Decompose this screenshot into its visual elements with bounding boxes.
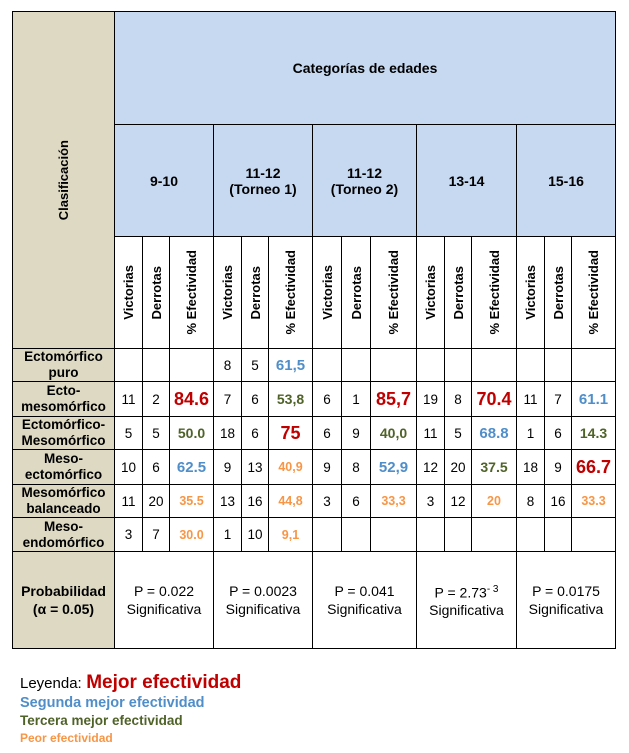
efectividad-cell: 44,8	[269, 485, 313, 518]
age-group-line2: (Torneo 1)	[229, 180, 297, 197]
derrotas-cell: 20	[445, 450, 472, 485]
probability-cell	[417, 552, 517, 649]
derrotas-cell: 2	[143, 382, 170, 417]
row-label-line: balanceado	[26, 501, 101, 516]
row-label	[13, 518, 115, 552]
significance-label: Significativa	[126, 601, 202, 617]
efectividad-cell: 52,9	[371, 450, 417, 485]
derrotas-cell	[545, 349, 572, 382]
age-group-line1: 9-10	[149, 172, 179, 189]
efectividad-cell: 20	[472, 485, 517, 518]
sub-header-cell	[472, 237, 517, 349]
age-group-line1: 13-14	[448, 172, 485, 189]
derrotas-cell: 6	[242, 417, 269, 450]
probability-cell	[313, 552, 417, 649]
victorias-cell	[313, 518, 342, 552]
sub-header-cell	[517, 237, 545, 349]
sub-header-cell	[115, 237, 143, 349]
row-label	[13, 349, 115, 382]
derrotas-cell	[342, 349, 371, 382]
victorias-cell: 11	[115, 382, 143, 417]
p-value: P = 0.0175	[532, 583, 600, 599]
table-row	[13, 450, 616, 485]
efectividad-cell: 85,7	[371, 382, 417, 417]
victorias-cell: 12	[417, 450, 445, 485]
derrotas-cell: 6	[545, 417, 572, 450]
derrotas-cell	[342, 518, 371, 552]
row-label-line: Meso-	[43, 518, 83, 534]
sub-header-label: Derrotas	[550, 265, 566, 320]
efectividad-cell: 84.6	[170, 382, 214, 417]
derrotas-cell	[143, 349, 170, 382]
row-label-line: Ectomórfico-	[21, 417, 106, 432]
derrotas-cell: 20	[143, 485, 170, 518]
efectividad-cell: 9,1	[269, 518, 313, 552]
derrotas-cell: 6	[143, 450, 170, 485]
efectividad-cell	[572, 518, 616, 552]
legend-best: Mejor efectividad	[86, 672, 242, 693]
p-value: P = 2.73	[434, 584, 487, 601]
sub-header-cell	[572, 237, 616, 349]
victorias-cell: 6	[313, 382, 342, 417]
p-value-line	[214, 582, 312, 600]
sub-header-label: % Efectividad	[386, 250, 401, 335]
sub-header-cell	[242, 237, 269, 349]
derrotas-cell: 9	[545, 450, 572, 485]
age-group-line1: 11-12	[346, 164, 383, 181]
probability-label	[13, 552, 115, 649]
probability-cell	[115, 552, 214, 649]
efectividad-cell: 62.5	[170, 450, 214, 485]
sub-header-label: Victorias	[121, 265, 136, 320]
efectividad-cell: 33.3	[572, 485, 616, 518]
row-label-line: endomórfico	[22, 534, 105, 550]
probability-label-line1: Probabilidad	[21, 583, 106, 599]
age-group-line2: (Torneo 2)	[330, 180, 399, 197]
row-label-line: Meso-	[43, 451, 83, 466]
sub-header-label: % Efectividad	[586, 250, 601, 335]
table-row	[13, 382, 616, 417]
age-group-line1: 11-12	[245, 164, 281, 181]
efectividad-cell: 61,5	[269, 349, 313, 382]
victorias-cell: 3	[115, 518, 143, 552]
efectividad-cell: 40,9	[269, 450, 313, 485]
victorias-cell: 5	[115, 417, 143, 450]
victorias-cell: 6	[313, 417, 342, 450]
sub-header-cell	[342, 237, 371, 349]
legend-worst: Peor efectividad	[20, 731, 113, 745]
row-label-line: Ecto-	[46, 383, 81, 398]
victorias-cell: 7	[214, 382, 242, 417]
derrotas-cell	[545, 518, 572, 552]
derrotas-cell: 8	[445, 382, 472, 417]
derrotas-cell: 13	[242, 450, 269, 485]
legend-prefix: Leyenda:	[20, 675, 82, 692]
victorias-cell: 11	[417, 417, 445, 450]
efectividad-cell: 33,3	[371, 485, 417, 518]
victorias-cell: 9	[313, 450, 342, 485]
sub-header-cell	[313, 237, 342, 349]
sub-header-label: % Efectividad	[184, 250, 199, 335]
effectiveness-table	[12, 11, 616, 649]
efectividad-cell	[170, 349, 214, 382]
row-label-line: puro	[48, 365, 79, 380]
sub-header-label: % Efectividad	[283, 250, 298, 335]
efectividad-cell	[371, 349, 417, 382]
victorias-cell	[417, 349, 445, 382]
p-value-line	[313, 582, 416, 600]
derrotas-cell: 1	[342, 382, 371, 417]
derrotas-cell: 6	[242, 382, 269, 417]
sub-header-label: % Efectividad	[486, 250, 502, 335]
victorias-cell	[313, 349, 342, 382]
row-label	[13, 485, 115, 518]
victorias-cell	[115, 349, 143, 382]
derrotas-cell	[445, 518, 472, 552]
significance-label: Significativa	[429, 602, 504, 619]
sub-header-label: Derrotas	[348, 265, 364, 320]
age-group-line1: 15-16	[548, 172, 584, 189]
table-row	[13, 485, 616, 518]
age-group-header	[115, 125, 214, 237]
victorias-cell	[417, 518, 445, 552]
legend-second: Segunda mejor efectividad	[20, 695, 205, 711]
victorias-cell: 18	[214, 417, 242, 450]
victorias-cell: 3	[313, 485, 342, 518]
derrotas-cell: 5	[143, 417, 170, 450]
efectividad-cell: 14.3	[572, 417, 616, 450]
victorias-cell: 18	[517, 450, 545, 485]
efectividad-cell: 40,0	[371, 417, 417, 450]
derrotas-cell: 5	[242, 349, 269, 382]
p-value-line	[517, 582, 615, 600]
victorias-cell: 1	[214, 518, 242, 552]
age-group-header	[214, 125, 313, 237]
derrotas-cell: 6	[342, 485, 371, 518]
sub-header-cell	[417, 237, 445, 349]
age-categories-header: Categorías de edades	[115, 12, 616, 125]
probability-row	[13, 552, 616, 649]
derrotas-cell	[445, 349, 472, 382]
derrotas-cell: 12	[445, 485, 472, 518]
row-label-line: mesomórfico	[21, 399, 106, 414]
derrotas-cell: 16	[545, 485, 572, 518]
derrotas-cell: 10	[242, 518, 269, 552]
row-label	[13, 382, 115, 417]
sub-header-label: Derrotas	[450, 265, 466, 320]
p-value: P = 0.041	[334, 583, 395, 599]
sub-header-cell	[269, 237, 313, 349]
victorias-cell: 8	[214, 349, 242, 382]
age-group-header	[517, 125, 616, 237]
victorias-cell	[517, 349, 545, 382]
significance-label: Significativa	[327, 601, 402, 617]
derrotas-cell: 8	[342, 450, 371, 485]
efectividad-cell: 50.0	[170, 417, 214, 450]
victorias-cell	[517, 518, 545, 552]
legend-line-best	[20, 672, 241, 694]
table-row	[13, 518, 616, 552]
efectividad-cell: 35.5	[170, 485, 214, 518]
age-group-header	[313, 125, 417, 237]
table-row	[13, 349, 616, 382]
row-label-line: Ectomórfico	[24, 349, 103, 364]
sub-header-label: Derrotas	[148, 265, 164, 320]
sub-header-cell	[371, 237, 417, 349]
efectividad-cell	[472, 518, 517, 552]
derrotas-cell: 7	[143, 518, 170, 552]
p-value-exponent: - 3	[486, 583, 499, 595]
victorias-cell: 13	[214, 485, 242, 518]
sub-header-cell	[445, 237, 472, 349]
efectividad-cell: 53,8	[269, 382, 313, 417]
efectividad-cell: 75	[269, 417, 313, 450]
age-group-header	[417, 125, 517, 237]
efectividad-cell: 70.4	[472, 382, 517, 417]
derrotas-cell: 5	[445, 417, 472, 450]
efectividad-cell	[371, 518, 417, 552]
p-value: P = 0.022	[133, 583, 195, 599]
sub-header-cell	[143, 237, 170, 349]
sub-header-label: Victorias	[220, 265, 235, 320]
sub-header-label: Derrotas	[247, 265, 263, 320]
victorias-cell: 9	[214, 450, 242, 485]
victorias-cell: 10	[115, 450, 143, 485]
row-label-line: Mesomórfico	[21, 485, 106, 500]
victorias-cell: 11	[517, 382, 545, 417]
sub-header-cell	[170, 237, 214, 349]
efectividad-cell: 61.1	[572, 382, 616, 417]
sub-header-label: Victorias	[423, 265, 438, 320]
victorias-cell: 8	[517, 485, 545, 518]
row-label	[13, 450, 115, 485]
probability-label-line2: (α = 0.05)	[32, 601, 95, 617]
sub-header-label: Victorias	[319, 265, 335, 320]
row-label	[13, 417, 115, 450]
derrotas-cell: 7	[545, 382, 572, 417]
derrotas-cell: 16	[242, 485, 269, 518]
sub-header-cell	[214, 237, 242, 349]
efectividad-cell: 66.7	[572, 450, 616, 485]
classification-header	[13, 12, 115, 349]
table-row	[13, 417, 616, 450]
probability-cell	[517, 552, 616, 649]
classification-label: Clasificación	[56, 139, 71, 221]
row-label-line: ectomórfico	[24, 467, 103, 482]
efectividad-cell	[472, 349, 517, 382]
p-value-line	[115, 582, 213, 600]
victorias-cell: 19	[417, 382, 445, 417]
efectividad-cell	[572, 349, 616, 382]
p-value-line	[417, 581, 516, 602]
significance-label: Significativa	[225, 601, 301, 617]
efectividad-cell: 37.5	[472, 450, 517, 485]
p-value: P = 0.0023	[229, 583, 297, 599]
sub-header-label: Victorias	[523, 265, 538, 320]
sub-header-cell	[545, 237, 572, 349]
row-label-line: Mesomórfico	[21, 433, 106, 448]
probability-cell	[214, 552, 313, 649]
victorias-cell: 11	[115, 485, 143, 518]
efectividad-cell: 68.8	[472, 417, 517, 450]
victorias-cell: 3	[417, 485, 445, 518]
legend-third: Tercera mejor efectividad	[20, 713, 183, 728]
derrotas-cell: 9	[342, 417, 371, 450]
efectividad-cell: 30.0	[170, 518, 214, 552]
victorias-cell: 1	[517, 417, 545, 450]
significance-label: Significativa	[528, 601, 604, 617]
